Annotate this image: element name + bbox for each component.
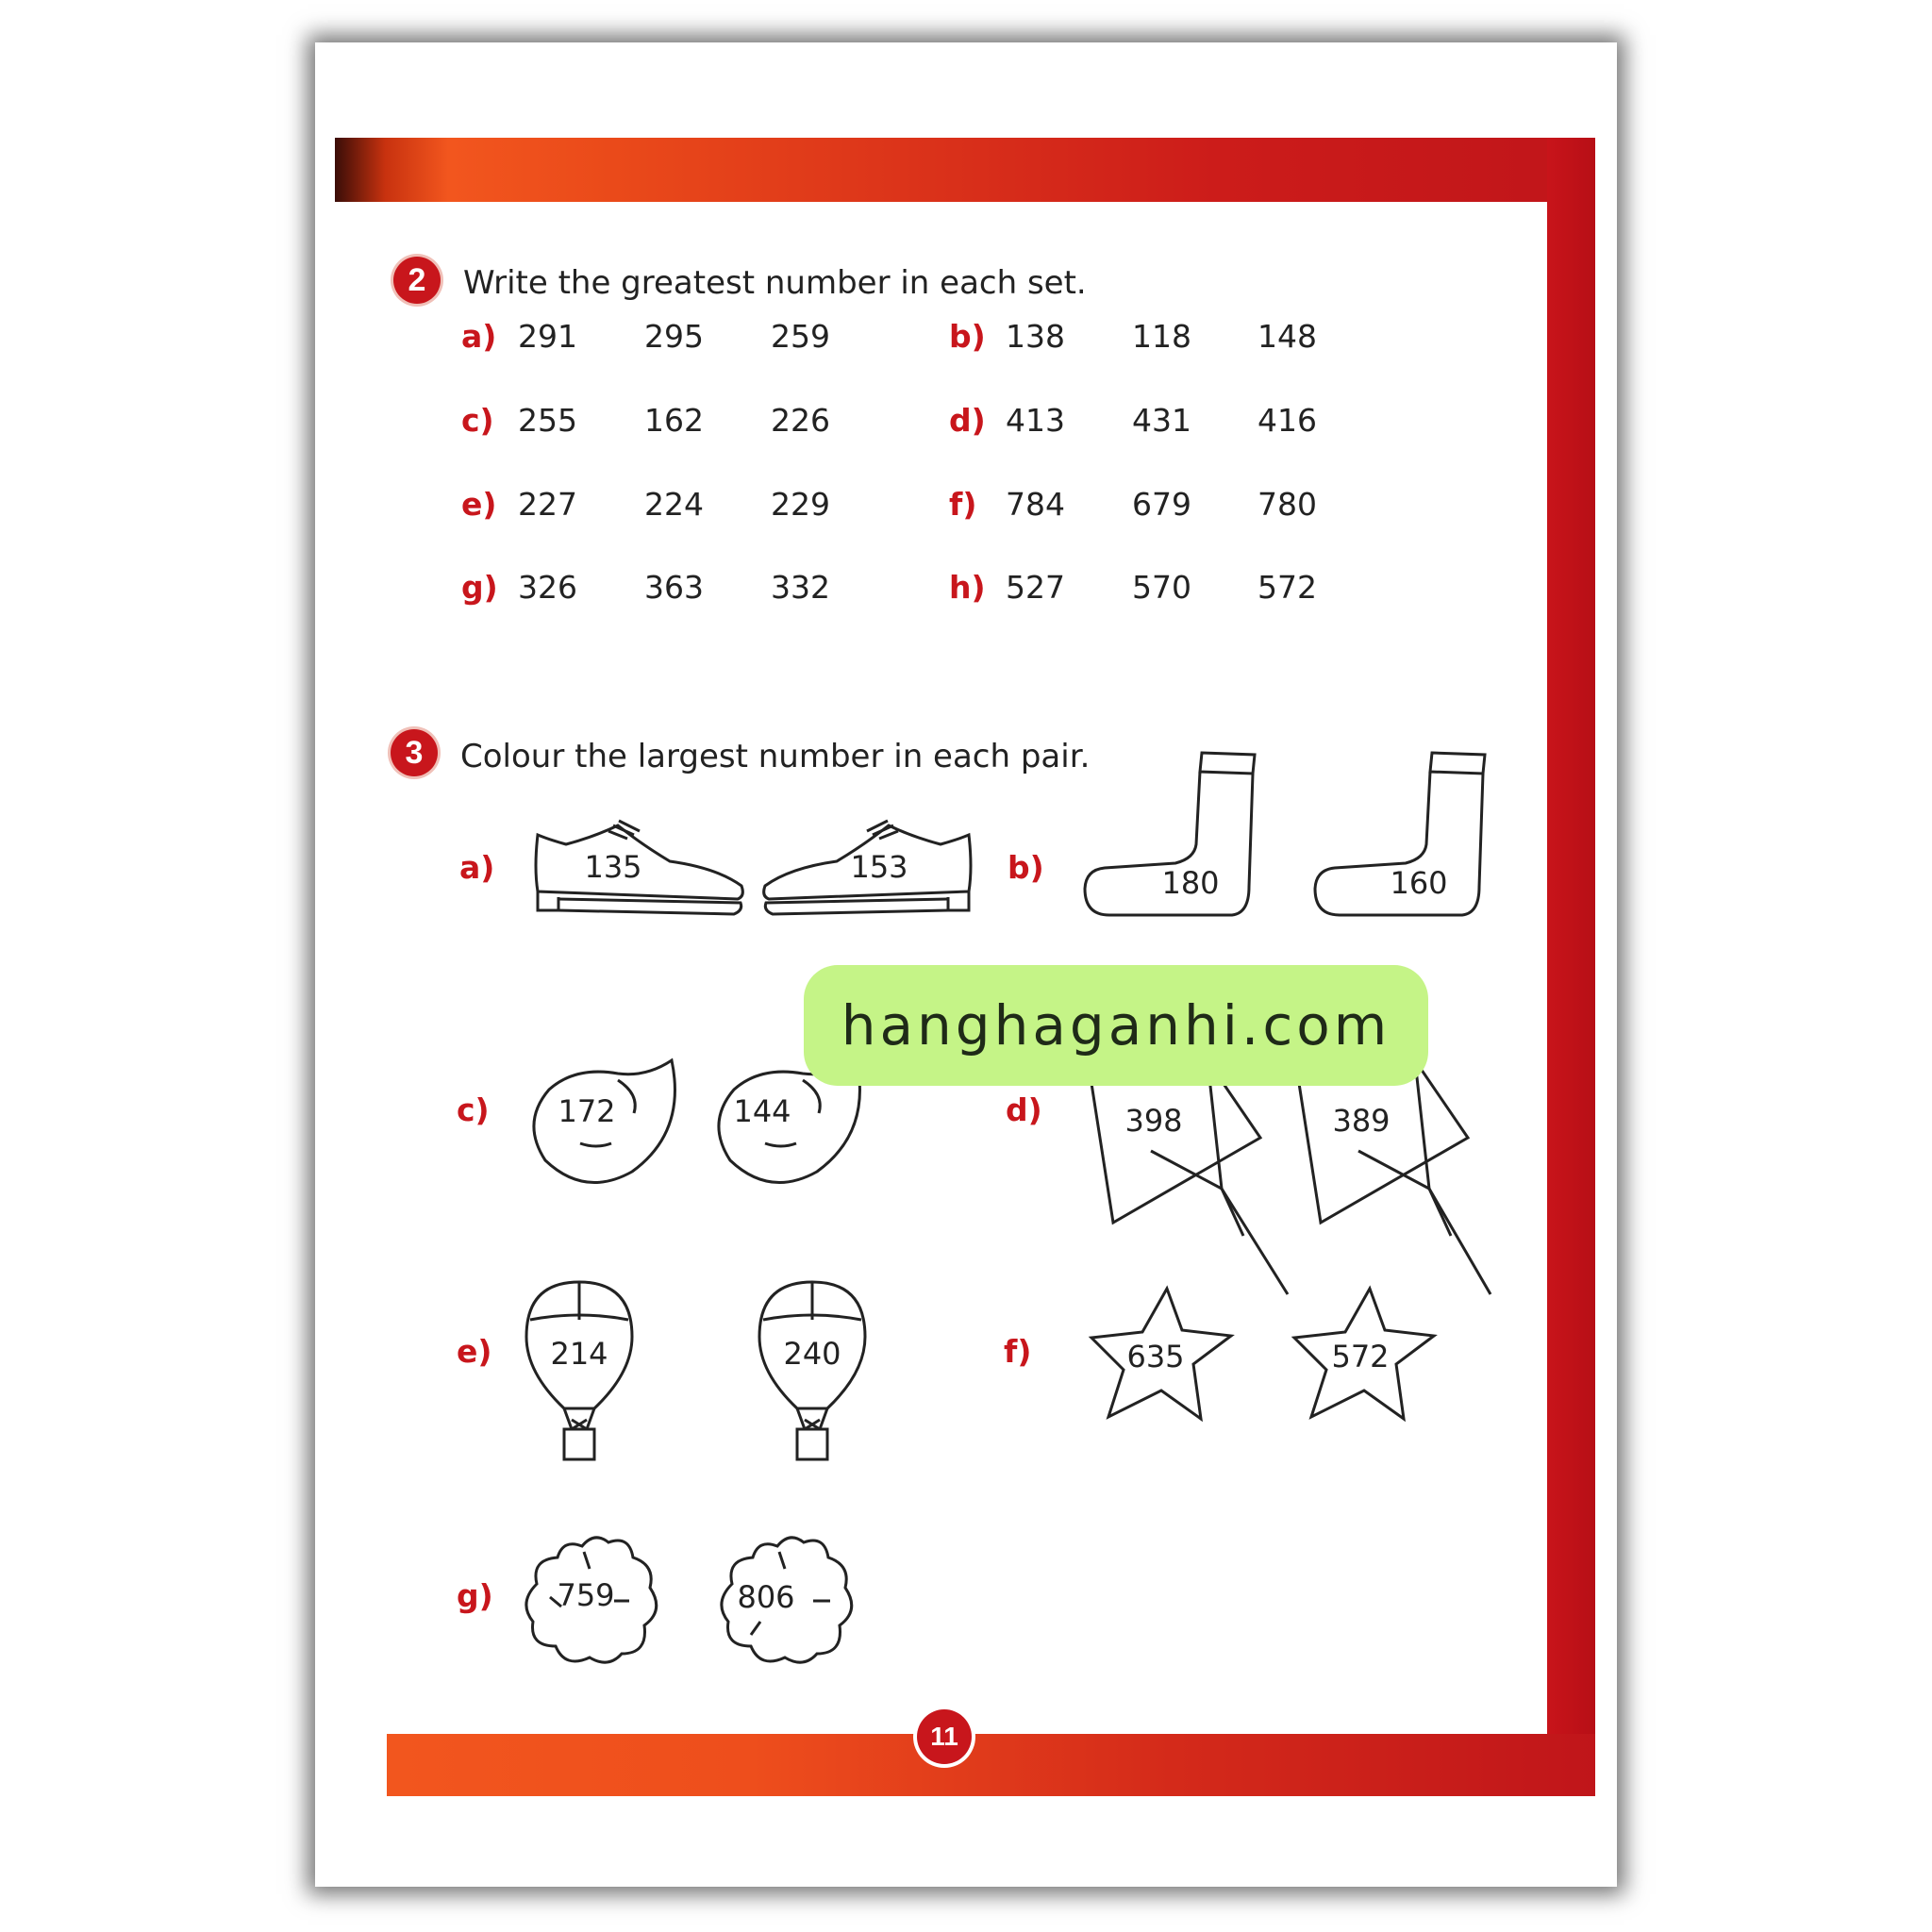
set-b-number-3: 148 xyxy=(1257,318,1317,355)
set-label-d: d) xyxy=(949,402,986,439)
right-color-band xyxy=(1547,138,1595,1796)
bottom-color-band xyxy=(387,1734,1595,1796)
snail-shell-2-number: 144 xyxy=(733,1093,791,1129)
question-3-badge: 3 xyxy=(391,729,438,776)
set-a-number-2: 295 xyxy=(644,318,704,355)
set-c-number-2: 162 xyxy=(644,402,704,439)
star-2-number: 572 xyxy=(1331,1339,1390,1374)
set-label-e: e) xyxy=(461,486,497,523)
balloon-2-number: 240 xyxy=(783,1336,841,1372)
set-d-number-1: 413 xyxy=(1006,402,1065,439)
flower-figure-2[interactable] xyxy=(719,1531,860,1668)
set-d-number-2: 431 xyxy=(1132,402,1191,439)
star-1-number: 635 xyxy=(1126,1339,1185,1374)
set-label-g: g) xyxy=(461,569,498,606)
set-c-number-1: 255 xyxy=(518,402,577,439)
question-3-instruction: Colour the largest number in each pair. xyxy=(460,738,1091,775)
set-label-a: a) xyxy=(461,318,497,355)
sock-figure-2[interactable] xyxy=(1311,745,1491,924)
pair-label-a: a) xyxy=(459,849,495,886)
shoe-figure-1[interactable] xyxy=(528,816,755,924)
kite-2-number: 389 xyxy=(1332,1103,1391,1139)
set-a-number-1: 291 xyxy=(518,318,577,355)
set-f-number-3: 780 xyxy=(1257,486,1317,523)
flower-2-number: 806 xyxy=(737,1579,795,1615)
shoe-figure-2[interactable] xyxy=(752,816,978,924)
question-2-instruction: Write the greatest number in each set. xyxy=(463,264,1087,302)
set-e-number-2: 224 xyxy=(644,486,704,523)
set-label-b: b) xyxy=(949,318,986,355)
set-h-number-2: 570 xyxy=(1132,569,1191,606)
page-number: 11 xyxy=(917,1709,972,1764)
pair-label-c: c) xyxy=(457,1091,490,1128)
sock-2-number: 160 xyxy=(1390,865,1448,901)
set-b-number-2: 118 xyxy=(1132,318,1191,355)
pair-label-e: e) xyxy=(457,1333,492,1370)
shoe-2-number: 153 xyxy=(850,849,908,885)
set-g-number-2: 363 xyxy=(644,569,704,606)
set-f-number-2: 679 xyxy=(1132,486,1191,523)
watermark: hanghaganhi.com xyxy=(804,965,1428,1086)
set-e-number-1: 227 xyxy=(518,486,577,523)
star-figure-2[interactable] xyxy=(1291,1285,1441,1422)
snail-shell-figure-1[interactable] xyxy=(528,1057,684,1189)
set-g-number-1: 326 xyxy=(518,569,577,606)
top-color-band xyxy=(335,138,1595,202)
sock-figure-1[interactable] xyxy=(1081,745,1260,924)
question-2-badge: 2 xyxy=(393,257,441,304)
set-label-h: h) xyxy=(949,569,986,606)
set-d-number-3: 416 xyxy=(1257,402,1317,439)
hot-air-balloon-figure-2[interactable] xyxy=(756,1278,869,1467)
set-f-number-1: 784 xyxy=(1006,486,1065,523)
shoe-1-number: 135 xyxy=(584,849,642,885)
kite-1-number: 398 xyxy=(1124,1103,1183,1139)
pair-label-b: b) xyxy=(1008,849,1044,886)
hot-air-balloon-figure-1[interactable] xyxy=(523,1278,636,1467)
set-e-number-3: 229 xyxy=(771,486,830,523)
set-a-number-3: 259 xyxy=(771,318,830,355)
set-h-number-1: 527 xyxy=(1006,569,1065,606)
set-label-f: f) xyxy=(949,486,977,523)
set-h-number-3: 572 xyxy=(1257,569,1317,606)
pair-label-f: f) xyxy=(1004,1333,1032,1370)
pair-label-d: d) xyxy=(1006,1091,1042,1128)
snail-shell-1-number: 172 xyxy=(558,1093,616,1129)
flower-figure-1[interactable] xyxy=(524,1531,665,1668)
set-label-c: c) xyxy=(461,402,494,439)
set-c-number-3: 226 xyxy=(771,402,830,439)
set-g-number-3: 332 xyxy=(771,569,830,606)
balloon-1-number: 214 xyxy=(550,1336,608,1372)
flower-1-number: 759 xyxy=(557,1577,615,1613)
pair-label-g: g) xyxy=(457,1577,493,1614)
star-figure-1[interactable] xyxy=(1088,1285,1239,1422)
sock-1-number: 180 xyxy=(1161,865,1220,901)
set-b-number-1: 138 xyxy=(1006,318,1065,355)
